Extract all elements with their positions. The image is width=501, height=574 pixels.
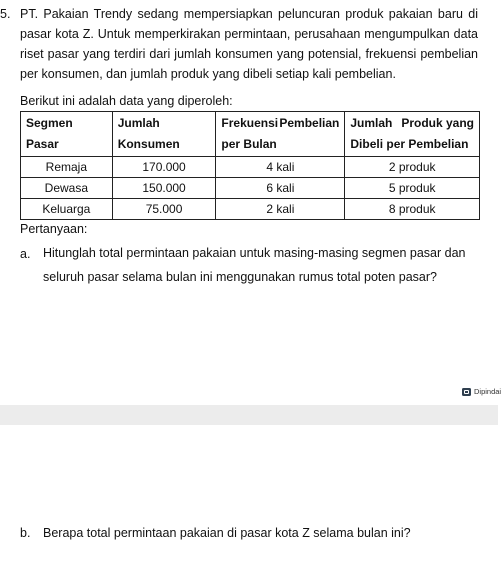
cell-konsumen: 170.000 — [112, 157, 216, 178]
sub-question-a-letter: a. — [20, 247, 31, 261]
header-jumlah-konsumen: Jumlah Konsumen — [112, 112, 216, 157]
market-data-table — [20, 111, 480, 220]
cell-frekuensi: 4 kali — [216, 157, 345, 178]
header-segmen: Segmen Pasar — [21, 112, 113, 157]
cell-produk: 2 produk — [345, 157, 480, 178]
header-jumlah-produk: Jumlah Produk yang Dibeli per Pembelian — [345, 112, 480, 157]
page-separator — [0, 405, 498, 425]
table-row — [21, 157, 480, 178]
cell-konsumen: 150.000 — [112, 178, 216, 199]
scan-badge-label: Dipindai — [474, 387, 501, 396]
scanner-icon — [462, 388, 471, 396]
cell-produk: 8 produk — [345, 199, 480, 220]
cell-segmen: Remaja — [21, 157, 113, 178]
table-header-row — [21, 112, 480, 157]
sub-question-a-text: Hitunglah total permintaan pakaian untuk masing-masing segmen pasar dan seluruh pasar selama bulan ini menggunakan rumus total poten pasar? — [43, 246, 466, 284]
cell-frekuensi: 6 kali — [216, 178, 345, 199]
table-row — [21, 199, 480, 220]
cell-segmen: Dewasa — [21, 178, 113, 199]
cell-frekuensi: 2 kali — [216, 199, 345, 220]
table-row — [21, 178, 480, 199]
sub-question-b-letter: b. — [20, 526, 31, 540]
question-number: 5. — [0, 7, 11, 21]
question-intro: PT. Pakaian Trendy sedang mempersiapkan peluncuran produk pakaian baru di pasar kota Z. Untuk memperkirakan permintaan, perusahaan mengumpulkan data riset pasar yang terdiri dari jumlah konsumen yang potensial, frekuensi pembelian per konsumen, dan jumlah produk yang dibeli setiap kali pembelian. — [20, 7, 478, 81]
cell-produk: 5 produk — [345, 178, 480, 199]
sub-question-b-text: Berapa total permintaan pakaian di pasar kota Z selama bulan ini? — [43, 526, 411, 540]
header-frekuensi: Frekuensi Pembelian per Bulan — [216, 112, 345, 157]
questions-label: Pertanyaan: — [20, 222, 88, 236]
scan-badge — [462, 387, 501, 396]
cell-segmen: Keluarga — [21, 199, 113, 220]
question-intro-tail: Berikut ini adalah data yang diperoleh: — [20, 94, 233, 108]
cell-konsumen: 75.000 — [112, 199, 216, 220]
page-bottom-section — [0, 425, 498, 574]
